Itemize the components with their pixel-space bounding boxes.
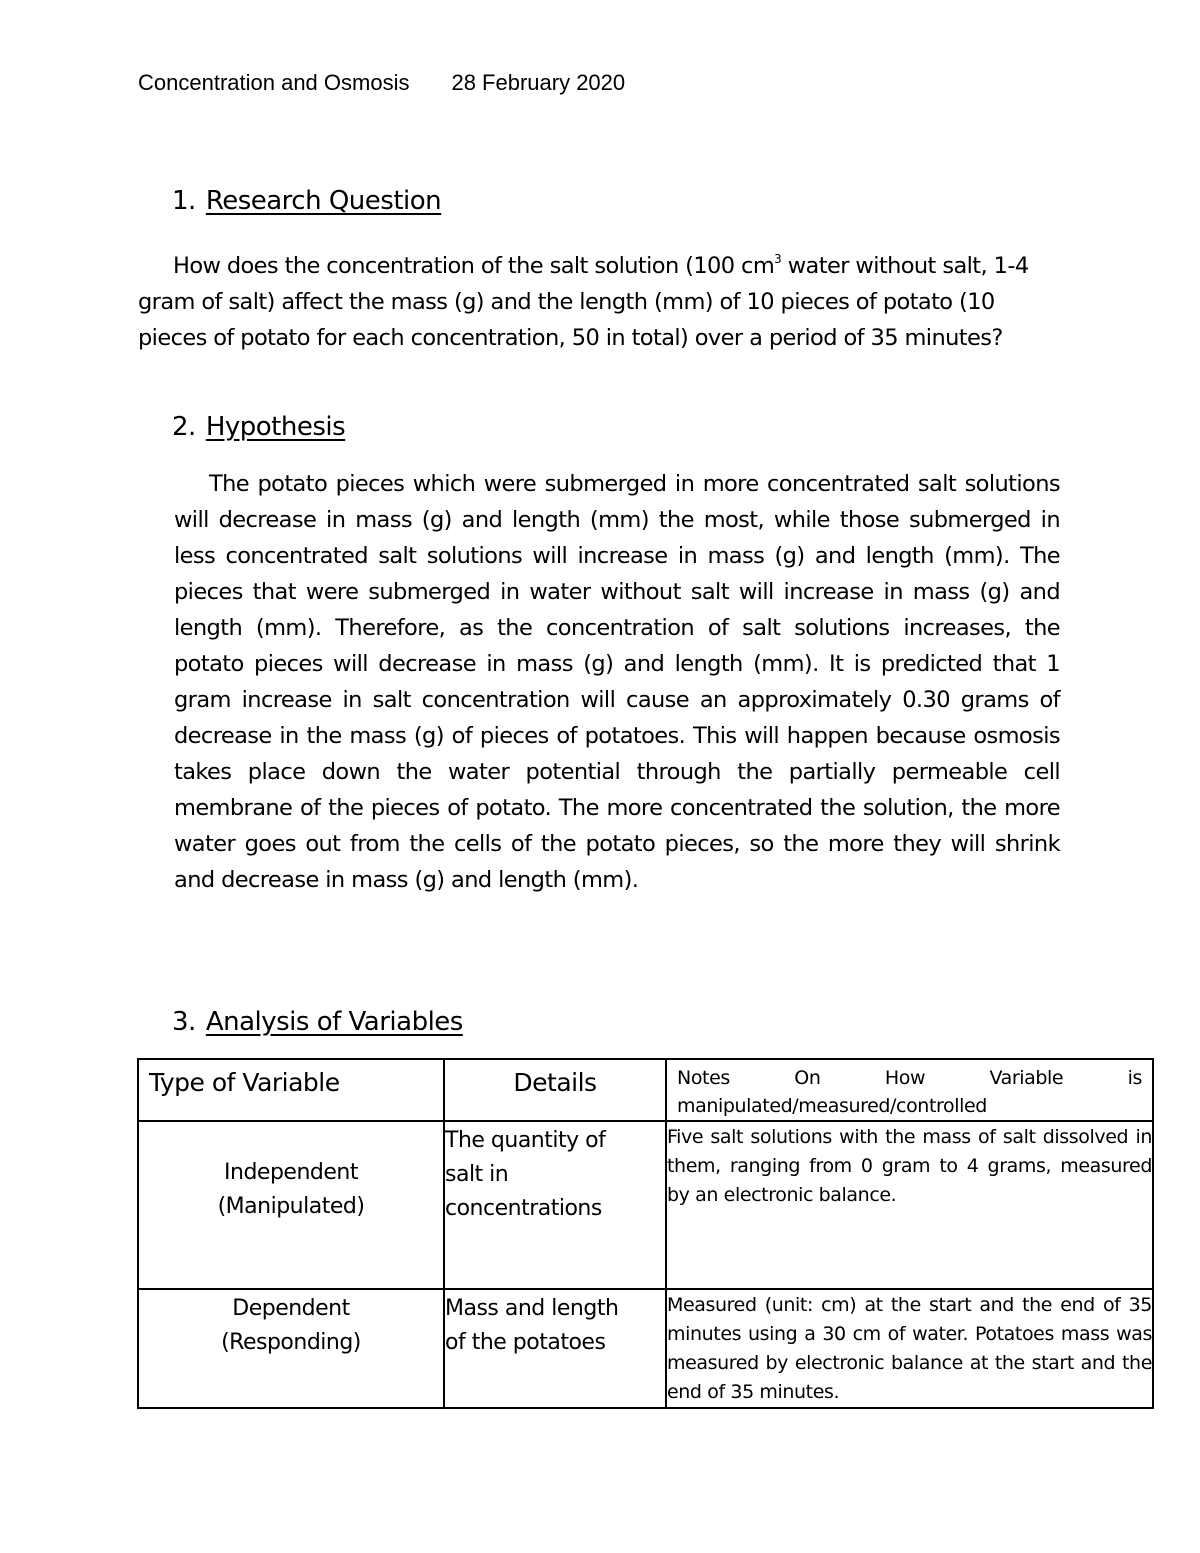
variable-notes: Five salt solutions with the mass of salt dissolved in them, ranging from 0 gram to 4 grams, measured by an electronic balance. — [666, 1121, 1153, 1289]
section-title: Research Question — [205, 186, 442, 216]
variable-notes: Measured (unit: cm) at the start and the end of 35 minutes using a 30 cm of water. Potatoes mass was measured by electronic balance at the start and the end of 35 minutes. — [666, 1289, 1153, 1408]
section-number: 2. — [172, 412, 196, 442]
header-notes-line2: manipulated/measured/controlled — [677, 1095, 987, 1117]
hypothesis-body: The potato pieces which were submerged in more concentrated salt solutions will decrease in mass (g) and length (mm) the most, while those submerged in less concentrated salt solutions will increase in mass (g) and length (mm). The pieces that were submerged in water without salt will increase in mass (g) and length (mm). Therefore, as the concentration of salt solutions increases, the potato pieces will decrease in mass (g) and length (mm). It is predicted that 1 gram increase in salt concentration will cause an approximately 0.30 grams of decrease in the mass (g) of pieces of potatoes. This will happen because osmosis takes place down the water potential through the partially permeable cell membrane of the pieces of potato. The more concentrated the solution, the more water goes out from the cells of the potato pieces, so the more they will shrink and decrease in mass (g) and length (mm). — [174, 471, 1060, 893]
hypothesis-text — [174, 466, 1060, 898]
table-header-row — [138, 1059, 1153, 1121]
document-date: 28 February 2020 — [451, 70, 626, 95]
header-notes — [666, 1059, 1153, 1121]
variable-type: Independent (Manipulated) — [138, 1121, 444, 1289]
variable-details: The quantity of salt in concentrations — [444, 1121, 666, 1289]
rq-text-part1: How does the concentration of the salt solution (100 cm — [173, 253, 775, 279]
table-row — [138, 1289, 1153, 1408]
header-notes-line1: Notes On How Variable is — [677, 1067, 1142, 1089]
header-type: Type of Variable — [138, 1059, 444, 1121]
section-number: 3. — [172, 1007, 196, 1037]
page-header — [138, 70, 625, 96]
section-title: Hypothesis — [205, 412, 346, 442]
document-title: Concentration and Osmosis — [138, 70, 410, 95]
variables-heading — [172, 1007, 463, 1037]
variables-table — [137, 1058, 1154, 1409]
variable-type: Dependent (Responding) — [138, 1289, 444, 1408]
variable-details: Mass and length of the potatoes — [444, 1289, 666, 1408]
hypothesis-heading — [172, 412, 345, 442]
rq-superscript: 3 — [774, 252, 782, 266]
section-number: 1. — [172, 186, 196, 216]
research-question-text — [138, 241, 1068, 356]
header-details: Details — [444, 1059, 666, 1121]
table-row — [138, 1121, 1153, 1289]
rq-text-part2: water without salt, 1-4 gram of salt) affect the mass (g) and the length (mm) of 10 pieces of potato (10 pieces of potato for each concentration, 50 in total) over a period of 35 minutes? — [138, 253, 1029, 351]
section-title: Analysis of Variables — [205, 1007, 463, 1037]
research-question-heading — [172, 186, 441, 216]
